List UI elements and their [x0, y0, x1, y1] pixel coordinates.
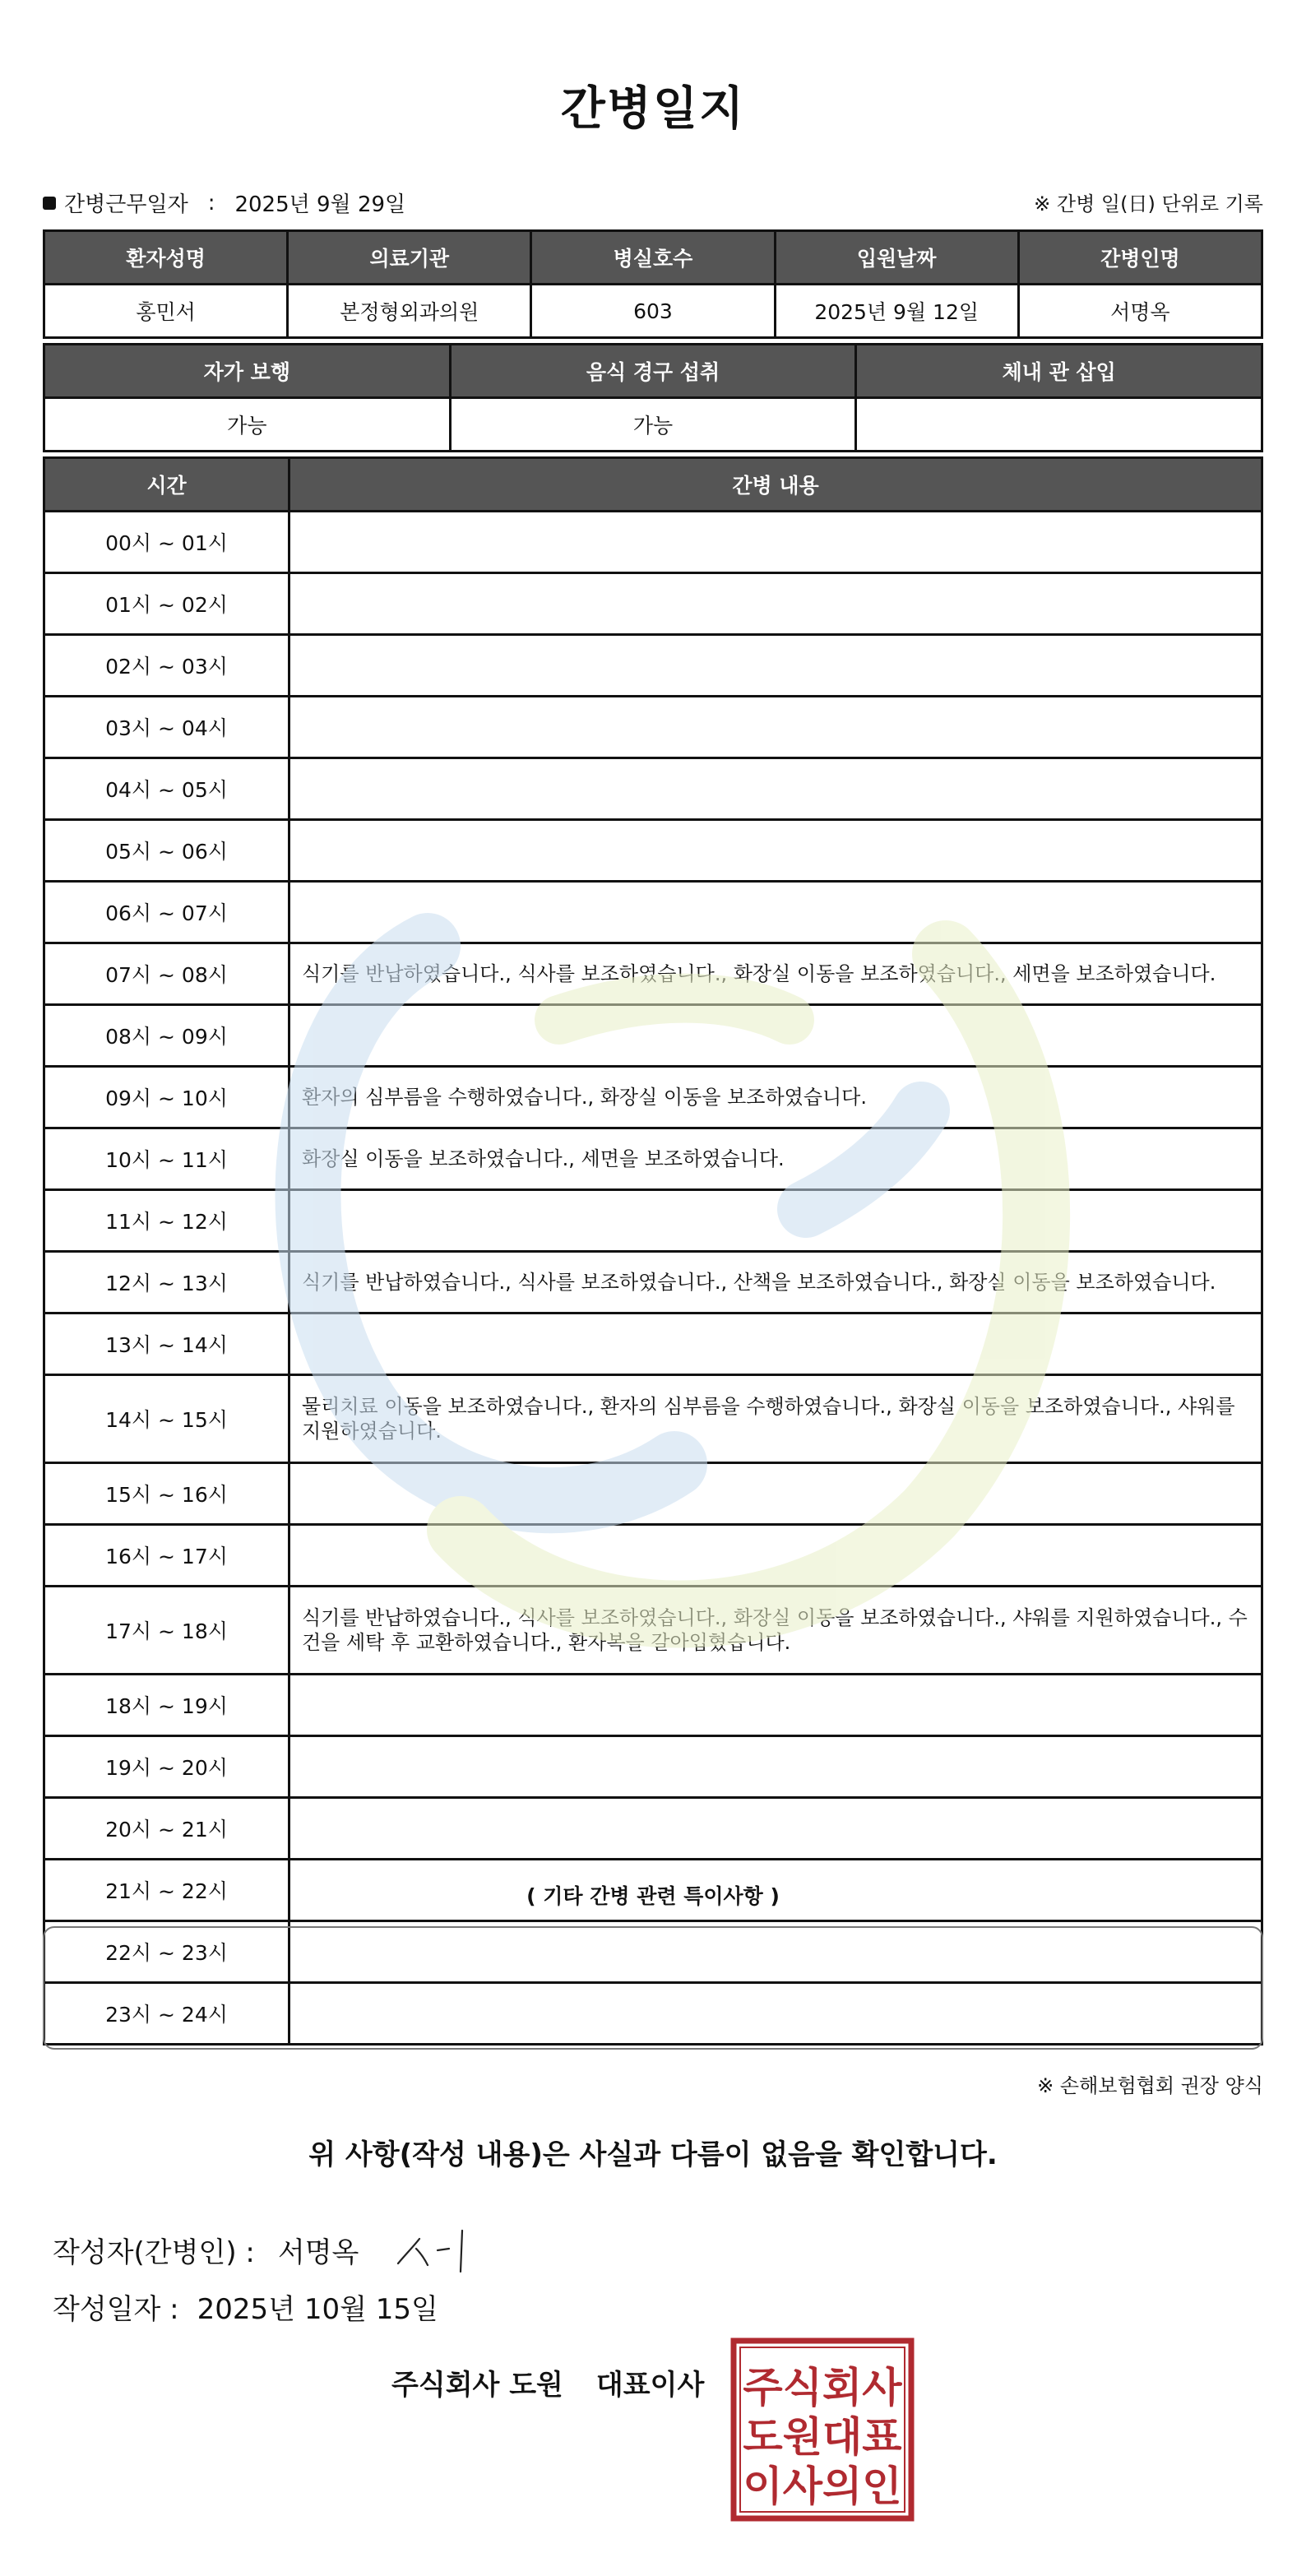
- log-row: [44, 573, 1262, 635]
- log-content-cell[interactable]: [289, 697, 1262, 758]
- seal-text-line: 도원대표: [743, 2413, 902, 2461]
- bullet-square-icon: [43, 197, 56, 210]
- log-time-cell: 03시 ~ 04시: [44, 697, 289, 758]
- log-time-cell: 04시 ~ 05시: [44, 758, 289, 820]
- log-row: [44, 1067, 1262, 1128]
- log-time-cell: 09시 ~ 10시: [44, 1067, 289, 1128]
- info-header: 간병인명: [1018, 231, 1262, 285]
- log-content-cell[interactable]: [289, 1190, 1262, 1252]
- log-content-cell[interactable]: [289, 573, 1262, 635]
- log-row: [44, 1587, 1262, 1675]
- daily-note: ※ 간병 일(日) 단위로 기록: [1034, 192, 1263, 215]
- info-header: 입원날짜: [775, 231, 1018, 285]
- seal-text-line: 이사의인: [743, 2462, 902, 2510]
- log-time-cell: 18시 ~ 19시: [44, 1675, 289, 1736]
- log-row: [44, 1313, 1262, 1375]
- special-notes-box[interactable]: [43, 1926, 1263, 2050]
- write-date-label: 작성일자 :: [53, 2293, 179, 2326]
- log-row: [44, 635, 1262, 697]
- log-content-cell[interactable]: [289, 1675, 1262, 1736]
- log-time-cell: 13시 ~ 14시: [44, 1313, 289, 1375]
- log-time-cell: 11시 ~ 12시: [44, 1190, 289, 1252]
- log-content-cell[interactable]: [289, 758, 1262, 820]
- log-row: [44, 882, 1262, 943]
- seal-text-line: 주식회사: [743, 2364, 902, 2412]
- info-header: 병실호수: [531, 231, 775, 285]
- log-row: [44, 758, 1262, 820]
- info-header: 의료기관: [288, 231, 531, 285]
- time-header: 시간: [44, 458, 289, 512]
- log-row: [44, 1798, 1262, 1860]
- caregiver-name-cell: 서명옥: [1018, 285, 1262, 338]
- log-content-cell[interactable]: [289, 1798, 1262, 1860]
- status-header: 자가 보행: [44, 345, 451, 398]
- write-date-value: 2025년 10월 15일: [197, 2293, 438, 2326]
- care-log-table: [43, 456, 1263, 2046]
- log-content-cell[interactable]: [289, 882, 1262, 943]
- log-time-cell: 21시 ~ 22시: [44, 1860, 289, 1921]
- log-time-cell: 10시 ~ 11시: [44, 1128, 289, 1190]
- work-date-label: 간병근무일자: [64, 192, 188, 217]
- log-row: [44, 943, 1262, 1005]
- log-time-cell: 05시 ~ 06시: [44, 820, 289, 882]
- log-content-cell[interactable]: [289, 512, 1262, 573]
- log-time-cell: 19시 ~ 20시: [44, 1736, 289, 1798]
- writer-label: 작성자(간병인) :: [53, 2235, 255, 2269]
- log-time-cell: 14시 ~ 15시: [44, 1375, 289, 1463]
- log-content-cell[interactable]: 식기를 반납하였습니다., 식사를 보조하였습니다., 산책을 보조하였습니다., 화장실 이동을 보조하였습니다.: [289, 1252, 1262, 1313]
- log-content-cell[interactable]: 물리치료 이동을 보조하였습니다., 환자의 심부름을 수행하였습니다., 화장실 이동을 보조하였습니다., 샤워를 지원하였습니다.: [289, 1375, 1262, 1463]
- log-row: [44, 1463, 1262, 1525]
- log-time-cell: 01시 ~ 02시: [44, 573, 289, 635]
- log-time-cell: 15시 ~ 16시: [44, 1463, 289, 1525]
- log-time-cell: 16시 ~ 17시: [44, 1525, 289, 1587]
- work-date-colon: :: [207, 190, 215, 215]
- patient-name-cell: 홍민서: [44, 285, 288, 338]
- log-row: [44, 1190, 1262, 1252]
- log-row: [44, 1005, 1262, 1067]
- log-time-cell: 07시 ~ 08시: [44, 943, 289, 1005]
- log-time-cell: 02시 ~ 03시: [44, 635, 289, 697]
- log-content-cell[interactable]: [289, 1313, 1262, 1375]
- patient-status-table: [43, 343, 1263, 452]
- work-date-line: [43, 188, 405, 218]
- info-header: 환자성명: [44, 231, 288, 285]
- patient-info-table: [43, 229, 1263, 339]
- signature-mark-icon: [391, 2221, 482, 2278]
- log-row: [44, 1128, 1262, 1190]
- log-time-cell: 12시 ~ 13시: [44, 1252, 289, 1313]
- log-content-cell[interactable]: [289, 1736, 1262, 1798]
- log-row: [44, 1736, 1262, 1798]
- confirmation-statement: 위 사항(작성 내용)은 사실과 다름이 없음을 확인합니다.: [308, 2138, 998, 2171]
- write-date-line: [53, 2286, 438, 2327]
- company-seal-icon: [730, 2337, 915, 2522]
- log-content-cell[interactable]: [289, 1463, 1262, 1525]
- writer-line: [53, 2221, 482, 2278]
- log-content-cell[interactable]: 환자의 심부름을 수행하였습니다., 화장실 이동을 보조하였습니다.: [289, 1067, 1262, 1128]
- log-time-cell: 23시 ~ 24시: [44, 1983, 289, 2045]
- log-row: [44, 512, 1262, 573]
- content-header: 간병 내용: [289, 458, 1262, 512]
- log-content-cell[interactable]: [289, 1525, 1262, 1587]
- log-row: [44, 820, 1262, 882]
- log-content-cell[interactable]: 식기를 반납하였습니다., 식사를 보조하였습니다., 화장실 이동을 보조하였습니다., 세면을 보조하였습니다.: [289, 943, 1262, 1005]
- log-time-cell: 06시 ~ 07시: [44, 882, 289, 943]
- status-header: 체내 관 삽입: [856, 345, 1262, 398]
- log-time-cell: 20시 ~ 21시: [44, 1798, 289, 1860]
- page-title: 간병일지: [560, 82, 746, 136]
- company-name: 주식회사 도원: [391, 2369, 563, 2402]
- log-row: [44, 1375, 1262, 1463]
- log-row: [44, 1675, 1262, 1736]
- log-time-cell: 08시 ~ 09시: [44, 1005, 289, 1067]
- log-row: [44, 1525, 1262, 1587]
- tube-insertion-status-cell: [856, 398, 1262, 452]
- writer-name: 서명옥: [277, 2235, 359, 2269]
- admission-date-cell: 2025년 9월 12일: [775, 285, 1018, 338]
- log-time-cell: 00시 ~ 01시: [44, 512, 289, 573]
- oral-intake-status-cell: 가능: [450, 398, 856, 452]
- log-content-cell[interactable]: 화장실 이동을 보조하였습니다., 세면을 보조하였습니다.: [289, 1128, 1262, 1190]
- hospital-cell: 본정형외과의원: [288, 285, 531, 338]
- walking-status-cell: 가능: [44, 398, 451, 452]
- log-content-cell[interactable]: [289, 635, 1262, 697]
- log-time-cell: 17시 ~ 18시: [44, 1587, 289, 1675]
- association-note: ※ 손해보험협회 권장 양식: [1037, 2074, 1263, 2097]
- room-number-cell: 603: [531, 285, 775, 338]
- log-row: [44, 697, 1262, 758]
- log-row: [44, 1252, 1262, 1313]
- log-content-cell[interactable]: 식기를 반납하였습니다., 식사를 보조하였습니다., 화장실 이동을 보조하였습니다., 샤워를 지원하였습니다., 수건을 세탁 후 교환하였습니다., 환자복을 갈아입혔습니다.: [289, 1587, 1262, 1675]
- status-header: 음식 경구 섭취: [450, 345, 856, 398]
- log-content-cell[interactable]: [289, 1005, 1262, 1067]
- special-notes-title: ( 기타 간병 관련 특이사항 ): [526, 1884, 780, 1908]
- log-content-cell[interactable]: [289, 820, 1262, 882]
- log-time-cell: 22시 ~ 23시: [44, 1921, 289, 1983]
- work-date-value: 2025년 9월 29일: [234, 192, 406, 217]
- company-line: [391, 2362, 704, 2402]
- company-role: 대표이사: [595, 2369, 705, 2402]
